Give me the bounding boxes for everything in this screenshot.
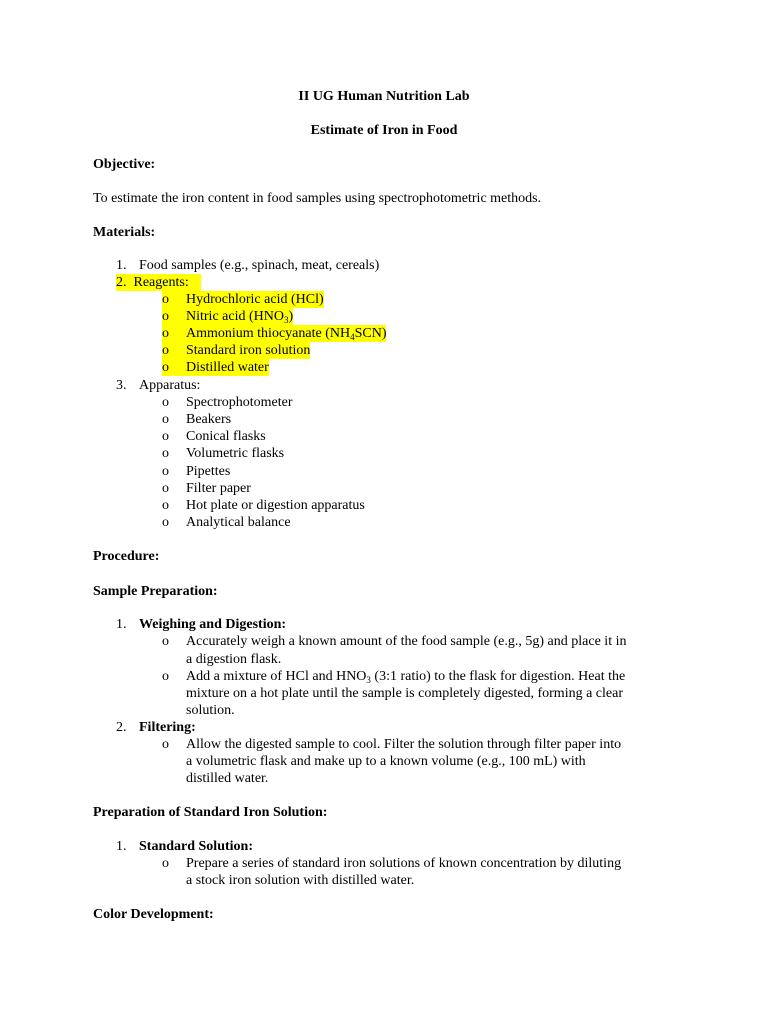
step-text-line: solution. [186,703,235,718]
course-title: II UG Human Nutrition Lab [298,89,470,104]
step-text-line: Accurately weigh a known amount of the food sample (e.g., 5g) and place it in [186,634,627,649]
apparatus-item: Beakers [186,412,232,427]
list-number: 1. [116,839,127,854]
bullet: o [162,634,169,649]
objective-heading: Objective: [93,157,156,172]
list-number: 1. [116,258,127,273]
step-text-line: a stock iron solution with distilled water. [186,873,415,888]
step-weighing-digestion: Weighing and Digestion: [139,617,287,632]
subscript: 3 [283,315,289,325]
list-number: 1. [116,617,127,632]
reagent-standard-iron-label: Standard iron solution [186,343,311,358]
bullet: o [162,395,169,410]
bullet: o [162,343,169,358]
apparatus-item: Hot plate or digestion apparatus [186,498,365,513]
materials-item-food-samples: Food samples (e.g., spinach, meat, cereals) [139,258,380,273]
reagent-hcl-label: Hydrochloric acid (HCl) [186,292,324,307]
step-filtering: Filtering: [139,720,196,735]
bullet: o [162,856,169,871]
bullet: o [162,412,169,427]
step-text-line: Allow the digested sample to cool. Filter the solution through filter paper into [186,737,622,752]
bullet: o [162,429,169,444]
apparatus-item: Conical flasks [186,429,266,444]
bullet: o [162,292,169,307]
color-development-heading: Color Development: [93,907,214,922]
procedure-heading: Procedure: [93,549,160,564]
step-text-line: a volumetric flask and make up to a known volume (e.g., 100 mL) with [186,754,586,769]
materials-item-apparatus: Apparatus: [139,378,201,393]
bullet: o [162,481,169,496]
list-number: 2. [116,275,127,290]
bullet: o [162,737,169,752]
bullet: o [162,326,169,341]
reagents-label: Reagents: [133,275,189,290]
reagent-standard-iron [162,342,310,359]
materials-heading: Materials: [93,225,156,240]
bullet: o [162,360,169,375]
step-text-line: Prepare a series of standard iron solutions of known concentration by diluting [186,856,622,871]
step-standard-solution: Standard Solution: [139,839,253,854]
bullet: o [162,669,169,684]
apparatus-item: Filter paper [186,481,251,496]
reagent-hcl [162,291,324,308]
list-number: 2. [116,720,127,735]
document-title: Estimate of Iron in Food [310,123,458,138]
bullet: o [162,309,169,324]
subscript: 3 [366,675,371,685]
reagent-distilled-water [162,359,269,376]
standard-solution-heading: Preparation of Standard Iron Solution: [93,805,328,820]
reagent-thiocyanate-label: Ammonium thiocyanate (NH [186,326,351,341]
materials-item-reagents [116,274,201,291]
reagent-hno3-close: ) [288,309,294,324]
reagent-thiocyanate [162,325,386,342]
apparatus-item: Volumetric flasks [186,446,285,461]
apparatus-item: Spectrophotometer [186,395,293,410]
reagent-thiocyanate-suffix: SCN) [354,326,387,341]
step-text-line: a digestion flask. [186,652,282,667]
objective-text: To estimate the iron content in food samples using spectrophotometric methods. [93,191,542,206]
step-text-segment: Add a mixture of HCl and HNO [186,669,367,684]
reagent-hno3 [162,308,293,325]
step-text-segment: (3:1 ratio) to the flask for digestion. Heat the [370,669,626,684]
step-text-line: mixture on a hot plate until the sample is completely digested, forming a clear [186,686,623,701]
step-text-line: distilled water. [186,771,269,786]
step-text-line [186,668,625,685]
bullet: o [162,515,169,530]
apparatus-item: Pipettes [186,464,231,479]
bullet: o [162,498,169,513]
bullet: o [162,464,169,479]
apparatus-item: Analytical balance [186,515,291,530]
bullet: o [162,446,169,461]
reagent-hno3-label: Nitric acid (HNO [186,309,284,324]
reagent-distilled-water-label: Distilled water [186,360,269,375]
list-number: 3. [116,378,127,393]
sample-preparation-heading: Sample Preparation: [93,584,218,599]
subscript: 4 [350,332,355,342]
